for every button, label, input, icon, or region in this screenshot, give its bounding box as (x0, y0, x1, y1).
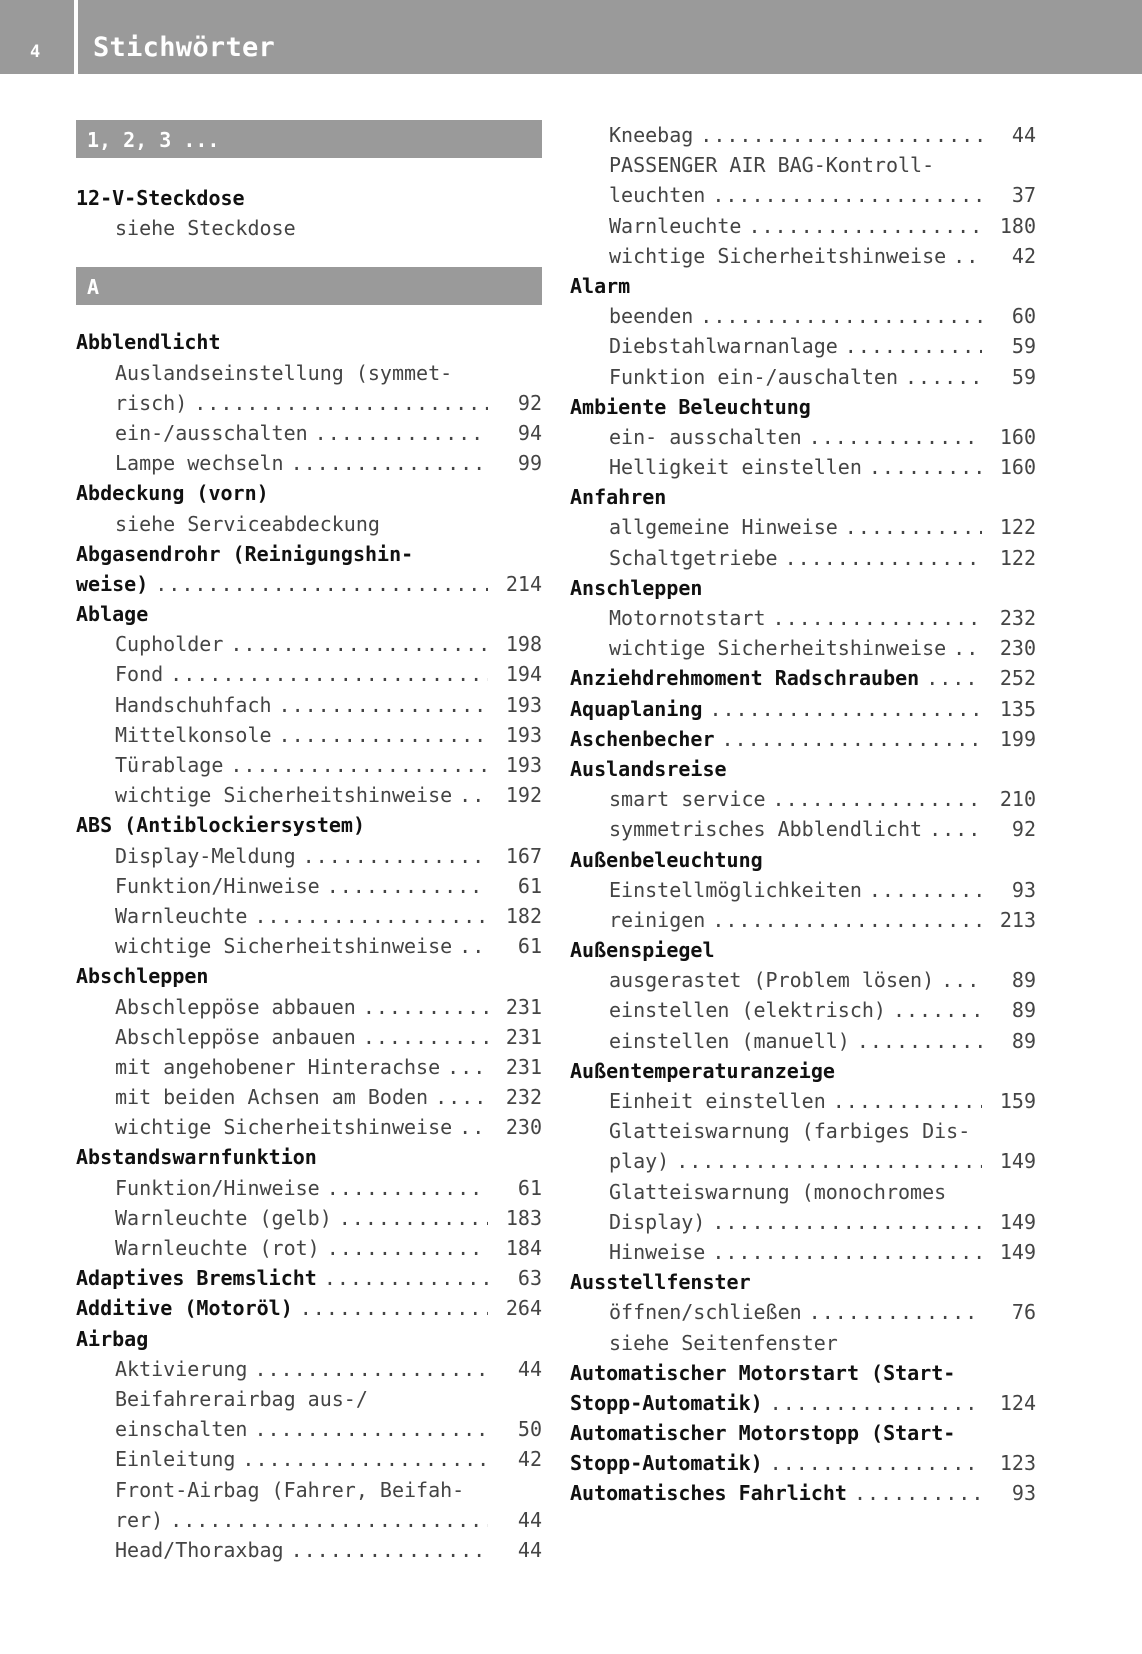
page-reference: 89 (1011, 968, 1036, 993)
entry-label: Kneebag (609, 123, 694, 147)
index-subentry: Auslandseinstellung (symmet- (115, 360, 453, 385)
entry-label: Funktion/Hinweise (115, 1175, 320, 1200)
index-subentry (76, 1535, 542, 1565)
leader-dots (254, 901, 488, 931)
index-entry: Abblendlicht (76, 330, 221, 355)
page-reference: 94 (517, 420, 542, 445)
leader-dots (230, 750, 488, 780)
page-reference: 60 (1011, 304, 1036, 329)
leader-dots (809, 422, 982, 452)
page-reference: 44 (517, 1537, 542, 1562)
index-entry: ABS (Antiblockiersystem) (76, 813, 365, 838)
page-reference: 61 (517, 934, 542, 959)
page-reference: 167 (505, 843, 542, 868)
index-subentry: PASSENGER AIR BAG-Kontroll- (609, 153, 935, 178)
entry-label: Türablage (115, 753, 224, 777)
page-reference: 44 (517, 1356, 542, 1381)
index-subentry (76, 750, 542, 780)
leader-dots (700, 120, 982, 150)
index-subentry (76, 1022, 542, 1052)
index-subentry (76, 1354, 542, 1384)
leader-dots (155, 569, 488, 599)
leader-dots (303, 841, 488, 871)
index-subentry (76, 1444, 542, 1474)
index-entry (76, 569, 542, 599)
entry-label: einschalten (115, 1417, 248, 1442)
leader-dots (300, 1293, 488, 1323)
entry-label: Warnleuchte (609, 213, 742, 238)
leader-dots (926, 663, 982, 693)
index-entry: Automatischer Motorstart (Start- (570, 1360, 956, 1385)
index-subentry (570, 211, 1036, 241)
page-reference: 182 (505, 903, 542, 928)
page-reference: 93 (1011, 1481, 1036, 1506)
leader-dots (773, 784, 982, 814)
index-subentry (570, 995, 1036, 1025)
entry-label: Einstellmöglichkeiten (609, 877, 862, 902)
entry-label: Anziehdrehmoment Radschrauben (570, 666, 920, 691)
page-reference: 93 (1011, 877, 1036, 902)
index-entry (570, 1388, 1036, 1418)
entry-label: allgemeine Hinweise (609, 515, 838, 540)
leader-dots (170, 1505, 488, 1535)
leader-dots (833, 1086, 982, 1116)
index-subentry: siehe Seitenfenster (609, 1330, 838, 1355)
page-reference: 183 (505, 1205, 542, 1230)
entry-label: wichtige Sicherheitshinweise (115, 783, 453, 808)
index-subentry (76, 690, 542, 720)
entry-label: ein- ausschalten (609, 424, 802, 449)
index-entry: Abstandswarnfunktion (76, 1145, 317, 1170)
page-reference: 149 (999, 1149, 1036, 1174)
entry-label: Einleitung (115, 1447, 236, 1472)
entry-label: Helligkeit einstellen (609, 455, 862, 480)
page-reference: 232 (999, 606, 1036, 630)
entry-label: Aschenbecher (570, 726, 715, 751)
entry-label: play) (609, 1149, 670, 1174)
page-reference: 213 (999, 907, 1036, 932)
entry-label: Warnleuchte (115, 903, 248, 928)
leader-dots (712, 180, 982, 210)
entry-label: beenden (609, 304, 694, 329)
page-reference: 89 (1011, 1028, 1036, 1053)
entry-label: symmetrisches Abblendlicht (609, 817, 923, 842)
page-reference: 160 (999, 424, 1036, 449)
entry-label: Hinweise (609, 1239, 706, 1264)
entry-label: Motornotstart (609, 606, 766, 630)
page-reference: 124 (999, 1390, 1036, 1415)
index-subentry (76, 931, 542, 961)
leader-dots (845, 331, 982, 361)
page-title: Stichwörter (93, 32, 276, 63)
leader-dots (953, 633, 982, 663)
entry-label: Adaptives Bremslicht (76, 1266, 317, 1291)
leader-dots (315, 418, 488, 448)
index-subentry: Glatteiswarnung (monochromes (609, 1179, 947, 1204)
page-reference: 193 (505, 722, 542, 747)
page-reference: 184 (505, 1236, 542, 1260)
entry-label: Cupholder (115, 632, 224, 657)
index-subentry (570, 180, 1036, 210)
page-reference: 89 (1011, 998, 1036, 1023)
index-subentry (76, 841, 542, 871)
entry-label: öffnen/schließen (609, 1300, 802, 1325)
page-reference: 199 (999, 726, 1036, 751)
entry-label: Lampe wechseln (115, 451, 284, 476)
leader-dots (845, 512, 982, 542)
index-subentry (570, 512, 1036, 542)
page-reference: 149 (999, 1239, 1036, 1264)
index-subentry (76, 418, 542, 448)
leader-dots (785, 543, 982, 573)
entry-label: wichtige Sicherheitshinweise (115, 934, 453, 959)
index-entry (76, 1263, 542, 1293)
index-subentry (76, 1414, 542, 1444)
leader-dots (712, 1237, 982, 1267)
leader-dots (712, 905, 982, 935)
entry-label: einstellen (elektrisch) (609, 998, 886, 1023)
entry-label: Aquaplaning (570, 696, 703, 721)
index-entry (570, 1448, 1036, 1478)
entry-label: Warnleuchte (rot) (115, 1236, 320, 1260)
index-subentry (76, 448, 542, 478)
entry-label: reinigen (609, 907, 706, 932)
index-subentry (76, 720, 542, 750)
page-reference: 231 (505, 1024, 542, 1049)
page-reference: 76 (1011, 1300, 1036, 1325)
page-reference: 149 (999, 1209, 1036, 1234)
index-entry: Abgasendrohr (Reinigungshin- (76, 541, 414, 566)
index-subentry (570, 1297, 1036, 1327)
index-subentry (76, 1233, 542, 1263)
page-reference: 122 (999, 545, 1036, 570)
index-subentry (76, 901, 542, 931)
index-entry (570, 724, 1036, 754)
leader-dots (324, 1263, 488, 1293)
entry-label: Head/Thoraxbag (115, 1537, 284, 1562)
index-subentry (76, 1082, 542, 1112)
index-subentry (76, 1505, 542, 1535)
page-reference: 214 (505, 571, 542, 596)
leader-dots (709, 694, 982, 724)
index-column-left (76, 120, 542, 1565)
page-reference: 231 (505, 994, 542, 1019)
leader-dots (363, 1022, 488, 1052)
entry-label: Automatisches Fahrlicht (570, 1481, 847, 1506)
entry-label: mit angehobener Hinterachse (115, 1054, 441, 1079)
page-number: 4 (30, 42, 41, 62)
entry-label: weise) (76, 571, 149, 596)
page-reference: 230 (505, 1115, 542, 1140)
index-subentry (570, 965, 1036, 995)
index-entry: Anschleppen (570, 575, 703, 600)
leader-dots (254, 1354, 488, 1384)
index-subentry (570, 784, 1036, 814)
page-reference: 44 (517, 1507, 542, 1532)
index-entry: Automatischer Motorstopp (Start- (570, 1421, 956, 1446)
leader-dots (941, 965, 982, 995)
index-subentry (76, 659, 542, 689)
leader-dots (869, 875, 982, 905)
index-subentry (570, 543, 1036, 573)
leader-dots (773, 603, 982, 633)
index-subentry (570, 362, 1036, 392)
leader-dots (435, 1082, 488, 1112)
entry-label: mit beiden Achsen am Boden (115, 1085, 429, 1110)
page-reference: 59 (1011, 364, 1036, 389)
page-reference: 264 (505, 1296, 542, 1321)
page-reference: 42 (517, 1447, 542, 1472)
page-reference: 135 (999, 696, 1036, 721)
index-subentry: siehe Steckdose (115, 216, 296, 241)
index-subentry (570, 603, 1036, 633)
page-reference: 193 (505, 692, 542, 717)
index-entry: Außenspiegel (570, 938, 715, 963)
entry-label: ausgerastet (Problem lösen) (609, 968, 935, 993)
entry-label: risch) (115, 390, 188, 415)
page-reference: 123 (999, 1451, 1036, 1476)
index-subentry: Front-Airbag (Fahrer, Beifah- (115, 1477, 465, 1502)
index-entry: 12-V-Steckdose (76, 186, 245, 210)
index-entry: Ablage (76, 602, 149, 627)
page-reference: 37 (1011, 183, 1036, 208)
page-reference: 63 (517, 1266, 542, 1291)
leader-dots (953, 241, 982, 271)
index-subentry (570, 120, 1036, 150)
page-reference: 92 (517, 390, 542, 415)
page-reference: 252 (999, 666, 1036, 691)
page-reference: 44 (1011, 123, 1036, 147)
page-reference: 160 (999, 455, 1036, 480)
index-subentry (570, 241, 1036, 271)
index-entry: Alarm (570, 273, 631, 298)
entry-label: Schaltgetriebe (609, 545, 778, 570)
entry-label: Diebstahlwarnanlage (609, 334, 838, 359)
leader-dots (712, 1207, 982, 1237)
index-entry: Ausstellfenster (570, 1270, 751, 1295)
leader-dots (809, 1297, 982, 1327)
index-subentry (570, 814, 1036, 844)
index-subentry: siehe Serviceabdeckung (115, 511, 380, 536)
index-subentry (570, 422, 1036, 452)
entry-label: wichtige Sicherheitshinweise (609, 243, 947, 268)
index-subentry (76, 1052, 542, 1082)
leader-dots (254, 1414, 488, 1444)
entry-label: einstellen (manuell) (609, 1028, 850, 1053)
index-entry: Außenbeleuchtung (570, 847, 763, 872)
entry-label: Stopp-Automatik) (570, 1390, 763, 1415)
entry-label: Warnleuchte (gelb) (115, 1205, 332, 1230)
leader-dots (857, 1026, 982, 1056)
entry-label: leuchten (609, 183, 706, 208)
entry-label: Handschuhfach (115, 692, 272, 717)
leader-dots (459, 931, 488, 961)
leader-dots (869, 452, 982, 482)
index-entry (570, 694, 1036, 724)
entry-label: Display) (609, 1209, 706, 1234)
leader-dots (291, 448, 488, 478)
leader-dots (459, 1112, 488, 1142)
index-entry: Abdeckung (vorn) (76, 481, 269, 506)
page-reference: 42 (1011, 243, 1036, 268)
page-reference: 61 (517, 873, 542, 898)
leader-dots (291, 1535, 488, 1565)
page-reference: 122 (999, 515, 1036, 540)
index-subentry (570, 301, 1036, 331)
index-subentry (570, 1207, 1036, 1237)
leader-dots (242, 1444, 488, 1474)
leader-dots (279, 720, 488, 750)
leader-dots (327, 1233, 488, 1263)
entry-label: smart service (609, 787, 766, 812)
leader-dots (339, 1203, 488, 1233)
leader-dots (363, 992, 488, 1022)
index-entry: Ambiente Beleuchtung (570, 394, 811, 419)
index-entry: Außentemperaturanzeige (570, 1058, 835, 1083)
page-reference: 180 (999, 213, 1036, 238)
page-reference: 99 (517, 451, 542, 476)
index-entry: Abschleppen (76, 964, 209, 989)
entry-label: Additive (Motoröl) (76, 1296, 293, 1321)
section-heading-a: A (76, 267, 542, 305)
index-entry (570, 663, 1036, 693)
index-entry: Anfahren (570, 485, 667, 510)
page-reference: 232 (505, 1085, 542, 1110)
index-entry (76, 1293, 542, 1323)
page-reference: 194 (505, 662, 542, 687)
index-subentry (570, 1237, 1036, 1267)
index-entry: Airbag (76, 1326, 149, 1351)
page-reference: 159 (999, 1089, 1036, 1113)
index-subentry (76, 629, 542, 659)
index-subentry (76, 1203, 542, 1233)
index-subentry (570, 1146, 1036, 1176)
index-entry (570, 1478, 1036, 1508)
entry-label: ein-/ausschalten (115, 420, 308, 445)
index-subentry (570, 331, 1036, 361)
leader-dots (748, 211, 982, 241)
page-header (0, 0, 1142, 74)
leader-dots (230, 629, 488, 659)
page-reference: 192 (505, 783, 542, 808)
leader-dots (676, 1146, 982, 1176)
leader-dots (447, 1052, 488, 1082)
entry-label: wichtige Sicherheitshinweise (609, 636, 947, 661)
leader-dots (327, 1173, 488, 1203)
entry-label: Stopp-Automatik) (570, 1451, 763, 1476)
page-reference: 210 (999, 787, 1036, 812)
index-column-right (570, 120, 1036, 1509)
leader-dots (194, 388, 488, 418)
index-subentry: Beifahrerairbag aus-/ (115, 1386, 368, 1411)
index-list-right (570, 120, 1036, 1509)
leader-dots (893, 995, 982, 1025)
index-subentry (570, 1026, 1036, 1056)
index-subentry (570, 875, 1036, 905)
entry-label: wichtige Sicherheitshinweise (115, 1115, 453, 1140)
leader-dots (700, 301, 982, 331)
entry-label: Funktion ein-/auschalten (609, 364, 898, 389)
entry-label: rer) (115, 1507, 164, 1532)
entry-label: Abschleppöse anbauen (115, 1024, 356, 1049)
leader-dots (722, 724, 983, 754)
entry-label: Funktion/Hinweise (115, 873, 320, 898)
page-reference: 59 (1011, 334, 1036, 359)
leader-dots (327, 871, 488, 901)
entry-label: Fond (115, 662, 164, 687)
entry-label: Display-Meldung (115, 843, 296, 868)
leader-dots (279, 690, 488, 720)
leader-dots (459, 780, 488, 810)
leader-dots (770, 1448, 982, 1478)
index-subentry (570, 905, 1036, 935)
index-subentry (76, 388, 542, 418)
page-reference: 92 (1011, 817, 1036, 842)
index-subentry (76, 780, 542, 810)
page-reference: 50 (517, 1417, 542, 1442)
index-list-left (76, 327, 542, 1565)
leader-dots (854, 1478, 982, 1508)
page-reference: 230 (999, 636, 1036, 661)
entry-label: Einheit einstellen (609, 1089, 826, 1113)
header-divider (74, 0, 78, 74)
index-subentry (76, 871, 542, 901)
index-subentry (570, 633, 1036, 663)
entry-label: Abschleppöse abbauen (115, 994, 356, 1019)
leader-dots (929, 814, 982, 844)
index-subentry (570, 1086, 1036, 1116)
index-subentry (76, 1112, 542, 1142)
index-subentry (76, 1173, 542, 1203)
entry-label: Mittelkonsole (115, 722, 272, 747)
index-subentry (570, 452, 1036, 482)
index-entry: Auslandsreise (570, 756, 727, 781)
page-reference: 193 (505, 753, 542, 777)
leader-dots (170, 659, 488, 689)
page-reference: 231 (505, 1054, 542, 1079)
index-subentry (76, 992, 542, 1022)
leader-dots (770, 1388, 982, 1418)
leader-dots (905, 362, 982, 392)
entry-label: Aktivierung (115, 1356, 248, 1381)
page-reference: 61 (517, 1175, 542, 1200)
section-heading-numbers: 1, 2, 3 ... (76, 120, 542, 158)
page-reference: 198 (505, 632, 542, 657)
index-subentry: Glatteiswarnung (farbiges Dis- (609, 1119, 971, 1144)
